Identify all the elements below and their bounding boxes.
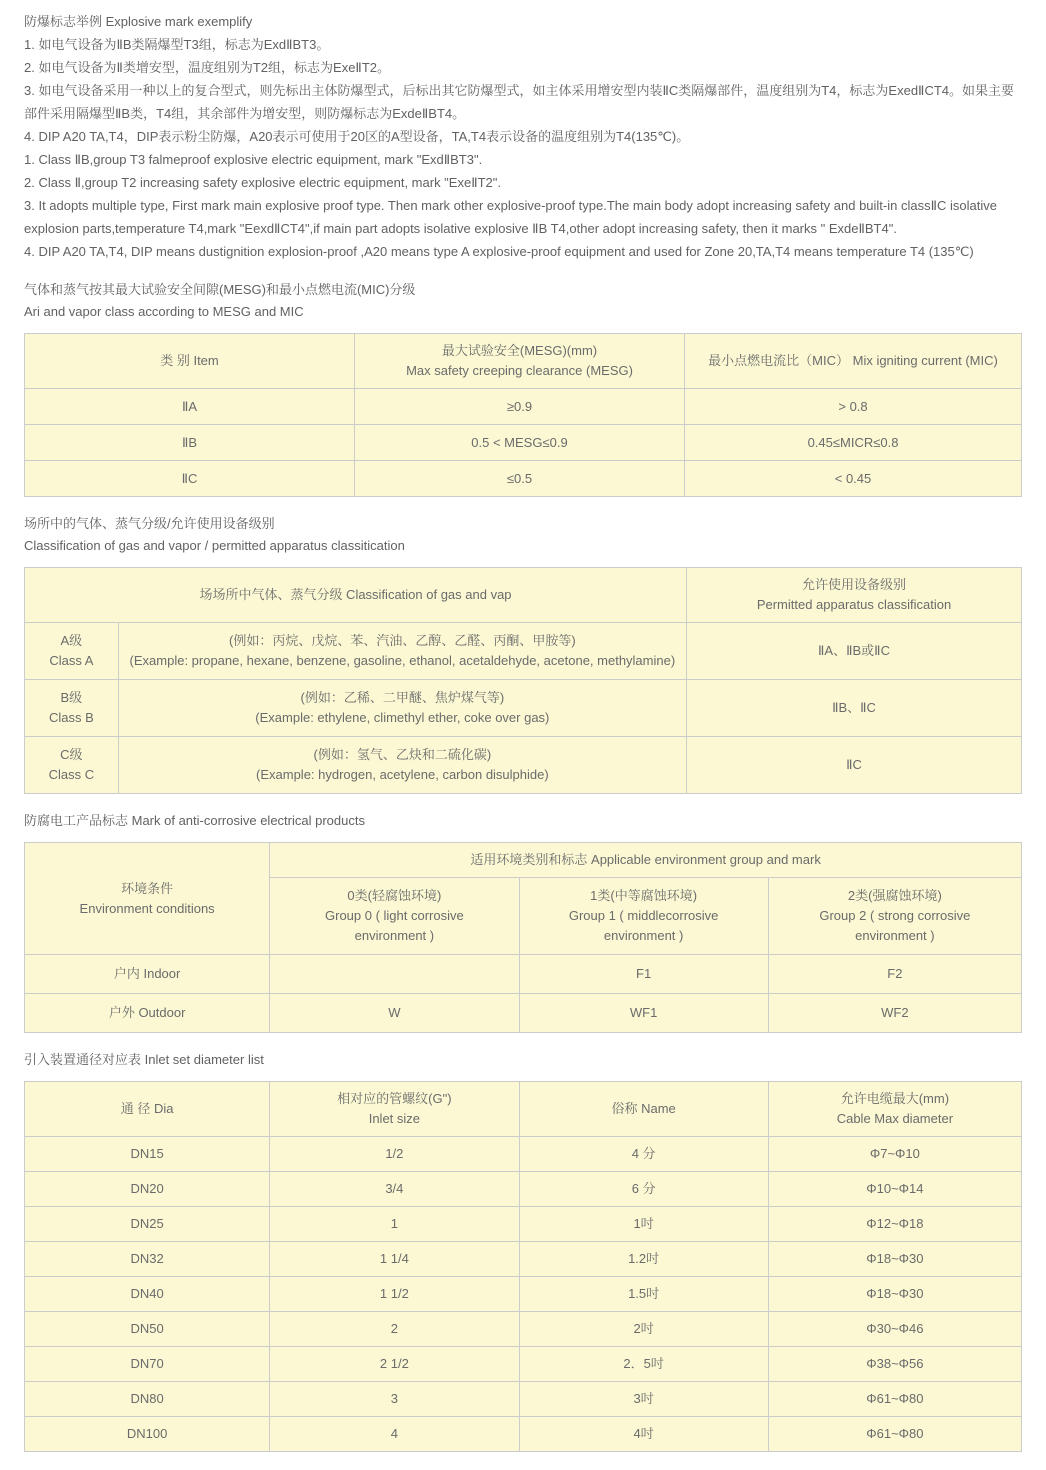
- anticorrosive-heading: 防腐电工产品标志 Mark of anti-corrosive electrical products: [24, 813, 365, 828]
- cell-line: (例如：乙稀、二甲醚、焦炉煤气等): [300, 690, 505, 705]
- intro-section: [24, 10, 1022, 263]
- table-row: [25, 1277, 1022, 1312]
- table-row: [25, 994, 1022, 1033]
- cell-line: 0类(轻腐蚀环境): [347, 888, 442, 903]
- table-row: [25, 389, 1022, 425]
- table-row: [25, 1347, 1022, 1382]
- gas-class-table-body: [25, 623, 1022, 794]
- table-row: [25, 737, 1022, 794]
- col-header-inlet-size: [270, 1082, 519, 1137]
- inlet-section: [24, 1049, 1022, 1452]
- cell-line: (Example: propane, hexane, benzene, gasoline, ethanol, acetaldehyde, acetone, methylamine): [129, 653, 676, 668]
- table-cell: [25, 680, 119, 737]
- col-header-mesg: [355, 334, 685, 389]
- cell-line: environment ): [855, 928, 935, 943]
- table-cell: ⅡC: [25, 461, 355, 497]
- table-cell: 1吋: [519, 1207, 768, 1242]
- table-cell: 1: [270, 1207, 519, 1242]
- cell-line: environment ): [354, 928, 435, 943]
- table-cell: Φ7~Φ10: [768, 1137, 1021, 1172]
- cell-line: 最大试验安全(MESG)(mm): [441, 343, 598, 358]
- cell-line: Cable Max diameter: [836, 1111, 954, 1126]
- intro-lines: [24, 33, 1022, 263]
- cell-line: 允许使用设备级别: [801, 577, 906, 592]
- col-header-group2: [768, 878, 1021, 955]
- mesg-heading-en: Ari and vapor class according to MESG and MIC: [24, 304, 304, 319]
- cell-line: A级: [60, 633, 83, 648]
- cell-line: (Example: ethylene, climethyl ether, coke over gas): [255, 710, 550, 725]
- mesg-section: [24, 279, 1022, 497]
- cell-line: 1类(中等腐蚀环境): [590, 888, 698, 903]
- table-row: [25, 1417, 1022, 1452]
- table-cell: 4吋: [519, 1417, 768, 1452]
- table-cell: 户内 Indoor: [25, 955, 270, 994]
- table-cell: ≤0.5: [355, 461, 685, 497]
- text-line: 1. 如电气设备为ⅡB类隔爆型T3组，标志为ExdⅡBT3。: [24, 37, 330, 52]
- table-cell: > 0.8: [685, 389, 1022, 425]
- table-cell: 1.2吋: [519, 1242, 768, 1277]
- col-header-item: 类 别 Item: [25, 334, 355, 389]
- table-cell: < 0.45: [685, 461, 1022, 497]
- gas-class-heading-zh: 场所中的气体、蒸气分级/允许使用设备级别: [24, 516, 275, 531]
- table-cell: 户外 Outdoor: [25, 994, 270, 1033]
- col-header-applicable: 适用环境类别和标志 Applicable environment group and mark: [270, 843, 1022, 878]
- table-cell: 1/2: [270, 1137, 519, 1172]
- text-line: 3. It adopts multiple type, First mark main explosive proof type. Then mark other explosive-proof type.The main body adopt increasing safety and built-in classⅡC isolative explosion parts,temperature T4,mark "EexdⅡCT4",if main part adopts isolative explosive ⅡB T4,other adopt increasing safety, then it marks " ExdeⅡBT4".: [24, 198, 997, 236]
- table-cell: Φ18~Φ30: [768, 1242, 1021, 1277]
- table-row: [25, 1207, 1022, 1242]
- cell-line: Environment conditions: [79, 900, 215, 916]
- table-cell: [118, 680, 686, 737]
- table-header-row: [25, 843, 1022, 878]
- table-cell: W: [270, 994, 519, 1033]
- table-cell: [25, 737, 119, 794]
- table-cell: ⅡA: [25, 389, 355, 425]
- table-row: [25, 1137, 1022, 1172]
- cell-line: Max safety creeping clearance (MESG): [406, 363, 633, 378]
- gas-class-table: [24, 567, 1022, 794]
- gas-class-heading-en: Classification of gas and vapor / permitted apparatus classitication: [24, 538, 405, 553]
- table-cell: [25, 623, 119, 680]
- col-header-mic: 最小点燃电流比（MIC） Mix igniting current (MIC): [685, 334, 1022, 389]
- anticorrosive-section: [24, 810, 1022, 1033]
- cell-line: Inlet size: [368, 1111, 421, 1126]
- table-row: [25, 680, 1022, 737]
- table-row: [25, 623, 1022, 680]
- table-cell: WF1: [519, 994, 768, 1033]
- table-row: [25, 1242, 1022, 1277]
- cell-line: (Example: hydrogen, acetylene, carbon disulphide): [256, 767, 549, 782]
- cell-line: (例如：丙烷、戊烷、苯、汽油、乙醇、乙醛、丙酮、甲胺等): [229, 633, 576, 648]
- col-header-environment: [25, 843, 270, 955]
- anticorrosive-table: [24, 842, 1022, 1033]
- cell-line: Group 0 ( light corrosive: [325, 908, 464, 923]
- cell-line: C级: [60, 747, 83, 762]
- cell-line: environment ): [603, 928, 684, 943]
- table-cell: 0.5 < MESG≤0.9: [355, 425, 685, 461]
- cell-line: Permitted apparatus classification: [756, 597, 952, 612]
- table-cell: ⅡB、ⅡC: [687, 680, 1022, 737]
- table-header-row: [25, 568, 1022, 623]
- col-header-group1: [519, 878, 768, 955]
- table-cell: 4: [270, 1417, 519, 1452]
- cell-line: Class B: [48, 710, 94, 725]
- col-header-name: 俗称 Name: [519, 1082, 768, 1137]
- text-line: 4. DIP A20 TA,T4，DIP表示粉尘防爆，A20表示可使用于20区的A型设备，TA,T4表示设备的温度组别为T4(135℃)。: [24, 129, 690, 144]
- table-cell: DN70: [25, 1347, 270, 1382]
- text-line: 1. Class ⅡB,group T3 falmeproof explosive electric equipment, mark "ExdⅡBT3".: [24, 152, 483, 167]
- table-cell: Φ38~Φ56: [768, 1347, 1021, 1382]
- table-cell: DN32: [25, 1242, 270, 1277]
- text-line: 2. 如电气设备为Ⅱ类增安型，温度组别为T2组，标志为ExeⅡT2。: [24, 60, 390, 75]
- cell-line: B级: [60, 690, 83, 705]
- table-cell: Φ61~Φ80: [768, 1417, 1021, 1452]
- table-cell: 1 1/4: [270, 1242, 519, 1277]
- cell-line: Group 1 ( middlecorrosive: [568, 908, 719, 923]
- table-cell: Φ18~Φ30: [768, 1277, 1021, 1312]
- inlet-table: [24, 1081, 1022, 1452]
- table-cell: F1: [519, 955, 768, 994]
- cell-line: Class C: [48, 767, 95, 782]
- table-cell: DN100: [25, 1417, 270, 1452]
- table-row: [25, 425, 1022, 461]
- table-cell: DN25: [25, 1207, 270, 1242]
- table-header-row: [25, 1082, 1022, 1137]
- table-cell: [118, 623, 686, 680]
- mesg-table: [24, 333, 1022, 497]
- table-row: [25, 461, 1022, 497]
- mesg-table-body: [25, 389, 1022, 497]
- table-cell: ⅡA、ⅡB或ⅡC: [687, 623, 1022, 680]
- table-cell: Φ61~Φ80: [768, 1382, 1021, 1417]
- table-cell: 4 分: [519, 1137, 768, 1172]
- table-cell: 2．5吋: [519, 1347, 768, 1382]
- col-header-cable-max: [768, 1082, 1021, 1137]
- table-cell: 1 1/2: [270, 1277, 519, 1312]
- col-header-permitted: [687, 568, 1022, 623]
- cell-line: (例如：氢气、乙炔和二硫化碳): [313, 747, 492, 762]
- mesg-heading-zh: 气体和蒸气按其最大试验安全间隙(MESG)和最小点燃电流(MIC)分级: [24, 282, 416, 297]
- table-cell: 2: [270, 1312, 519, 1347]
- table-cell: [270, 955, 519, 994]
- cell-line: 允许电缆最大(mm): [840, 1091, 950, 1106]
- col-header-classification: 场场所中气体、蒸气分级 Classification of gas and vap: [25, 568, 687, 623]
- table-cell: 6 分: [519, 1172, 768, 1207]
- text-line: 4. DIP A20 TA,T4, DIP means dustignition explosion-proof ,A20 means type A explosive-proof equipment and used for Zone 20,TA,T4 means temperature T4 (135℃): [24, 244, 974, 259]
- table-cell: 2 1/2: [270, 1347, 519, 1382]
- table-cell: ⅡB: [25, 425, 355, 461]
- table-cell: 3: [270, 1382, 519, 1417]
- table-cell: DN15: [25, 1137, 270, 1172]
- inlet-table-body: [25, 1137, 1022, 1452]
- intro-title: 防爆标志举例 Explosive mark exemplify: [24, 14, 253, 29]
- cell-line: 环境条件: [121, 880, 174, 896]
- col-header-dia: 通 径 Dia: [25, 1082, 270, 1137]
- table-cell: DN40: [25, 1277, 270, 1312]
- table-cell: 0.45≤MICR≤0.8: [685, 425, 1022, 461]
- cell-line: 2类(强腐蚀环境): [847, 888, 942, 903]
- table-row: [25, 1172, 1022, 1207]
- table-cell: WF2: [768, 994, 1021, 1033]
- table-row: [25, 1382, 1022, 1417]
- table-cell: DN50: [25, 1312, 270, 1347]
- table-cell: Φ12~Φ18: [768, 1207, 1021, 1242]
- table-cell: DN20: [25, 1172, 270, 1207]
- table-cell: DN80: [25, 1382, 270, 1417]
- text-line: 3. 如电气设备采用一种以上的复合型式，则先标出主体防爆型式，后标出其它防爆型式，如主体采用增安型内装ⅡC类隔爆部件，温度组别为T4，标志为ExedⅡCT4。如果主要部件采用隔爆型ⅡB类，T4组，其余部件为增安型，则防爆标志为ExdeⅡBT4。: [24, 83, 1015, 121]
- gas-class-section: [24, 513, 1022, 794]
- cell-line: Group 2 ( strong corrosive: [819, 908, 971, 923]
- table-cell: F2: [768, 955, 1021, 994]
- inlet-heading: 引入装置通径对应表 Inlet set diameter list: [24, 1052, 264, 1067]
- table-cell: 1.5吋: [519, 1277, 768, 1312]
- cell-line: Class A: [49, 653, 94, 668]
- cell-line: 相对应的管螺纹(G"): [337, 1091, 452, 1106]
- table-cell: 3吋: [519, 1382, 768, 1417]
- table-cell: [118, 737, 686, 794]
- table-cell: Φ30~Φ46: [768, 1312, 1021, 1347]
- table-cell: ⅡC: [687, 737, 1022, 794]
- table-cell: 2吋: [519, 1312, 768, 1347]
- table-cell: ≥0.9: [355, 389, 685, 425]
- table-row: [25, 955, 1022, 994]
- col-header-group0: [270, 878, 519, 955]
- text-line: 2. Class Ⅱ,group T2 increasing safety explosive electric equipment, mark "ExeⅡT2".: [24, 175, 501, 190]
- table-cell: Φ10~Φ14: [768, 1172, 1021, 1207]
- anticorrosive-table-body: [25, 955, 1022, 1033]
- table-cell: 3/4: [270, 1172, 519, 1207]
- table-row: [25, 1312, 1022, 1347]
- table-header-row: [25, 334, 1022, 389]
